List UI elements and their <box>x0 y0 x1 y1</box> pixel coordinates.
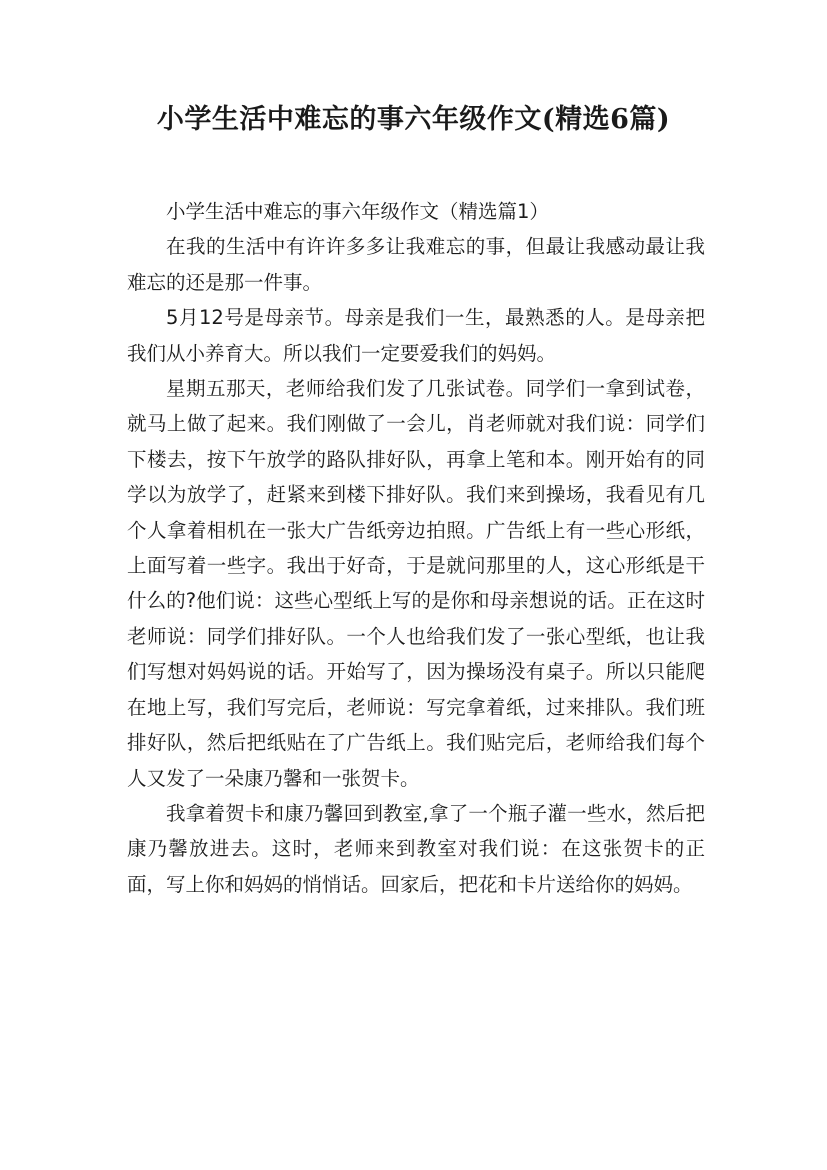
paragraph: 我拿着贺卡和康乃馨回到教室,拿了一个瓶子灌一些水，然后把康乃馨放进去。这时，老师来到教室对我们说：在这张贺卡的正面，写上你和妈妈的悄悄话。回家后，把花和卡片送给你的妈妈。 <box>127 801 705 896</box>
paragraph: 在我的生活中有许许多多让我难忘的事，但最让我感动最让我难忘的还是那一件事。 <box>127 235 705 294</box>
paragraph: 5月12号是母亲节。母亲是我们一生，最熟悉的人。是母亲把我们从小养育大。所以我们一定要爱我们的妈妈。 <box>127 306 705 365</box>
section-heading: 小学生活中难忘的事六年级作文（精选篇1） <box>166 200 549 223</box>
document-title: 小学生活中难忘的事六年级作文(精选6篇) <box>156 104 671 135</box>
paragraph: 星期五那天，老师给我们发了几张试卷。同学们一拿到试卷，就马上做了起来。我们刚做了一会儿，肖老师就对我们说：同学们下楼去，按下午放学的路队排好队，再拿上笔和本。刚开始有的同学以为放学了，赶紧来到楼下排好队。我们来到操场，我看见有几个人拿着相机在一张大广告纸旁边拍照。广告纸上有一些心形纸，上面写着一些字。我出于好奇，于是就问那里的人，这心形纸是干什么的?他们说：这些心型纸上写的是你和母亲想说的话。正在这时老师说：同学们排好队。一个人也给我们发了一张心型纸，也让我们写想对妈妈说的话。开始写了，因为操场没有桌子。所以只能爬在地上写，我们写完后，老师说：写完拿着纸，过来排队。我们班排好队，然后把纸贴在了广告纸上。我们贴完后，老师给我们每个人又发了一朵康乃馨和一张贺卡。 <box>127 377 705 790</box>
document-body <box>127 194 705 902</box>
